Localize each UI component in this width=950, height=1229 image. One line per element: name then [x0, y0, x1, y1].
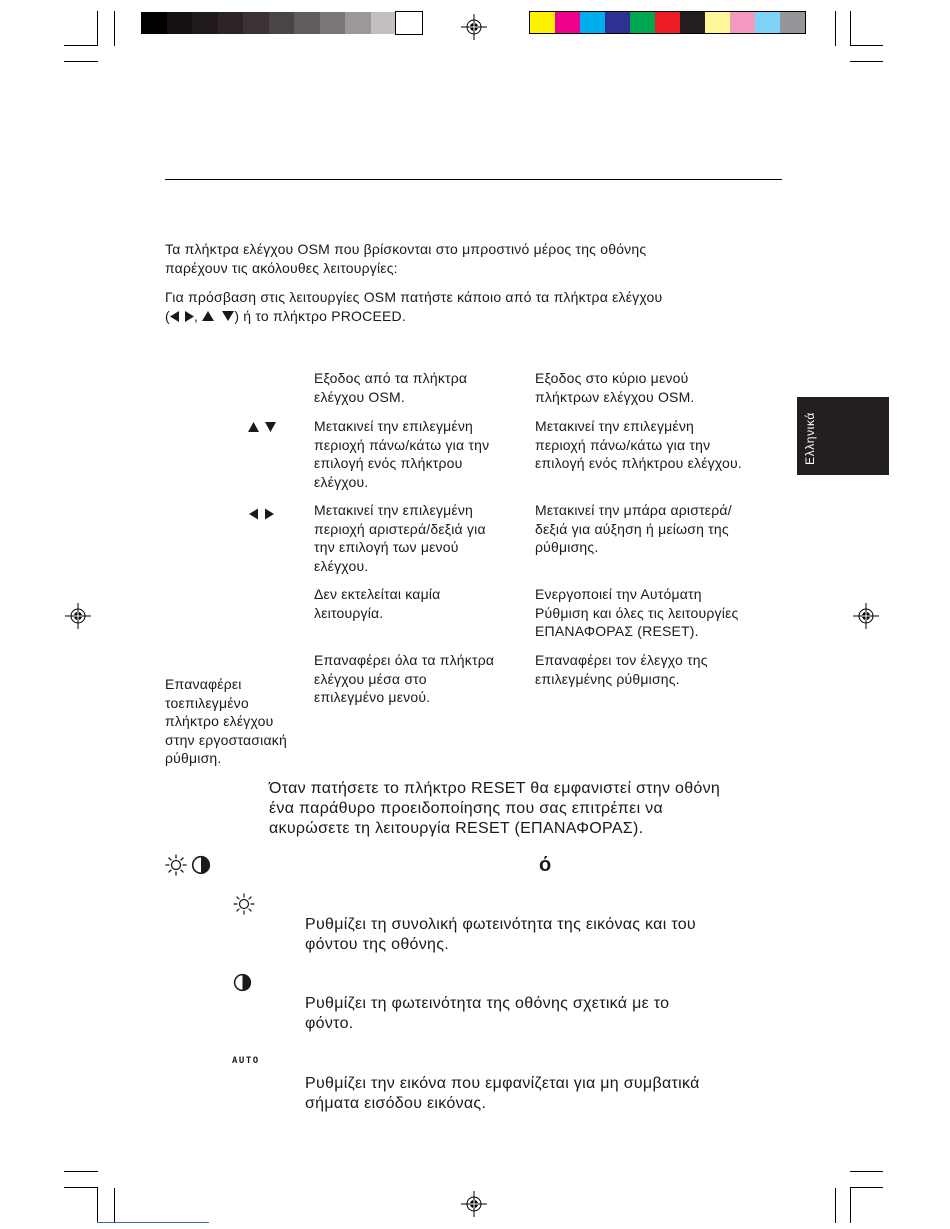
text-line: επιλεγμένο μενού.	[314, 689, 431, 705]
row4-osm-col	[314, 585, 529, 622]
text-line: ελέγχου.	[314, 557, 369, 574]
text-line: ελέγχου.	[314, 473, 369, 490]
row5-menu-col	[535, 651, 790, 688]
row5-key-col	[165, 675, 315, 768]
text-line: Ρυθμίζει την εικόνα που εμφανίζεται για μη συμβατικά	[305, 1075, 700, 1092]
gray-swatch	[141, 12, 167, 34]
intro-p2-suffix: ) ή το πλήκτρο PROCEED.	[234, 307, 406, 324]
text-line: Δεν εκτελείται καμία	[314, 586, 441, 602]
up-down-arrows-icon	[248, 421, 278, 433]
gray-swatch	[294, 12, 320, 34]
text-line: Ενεργοποιεί την Αυτόματη	[535, 586, 702, 602]
gray-swatch	[371, 12, 397, 34]
text-line: ελέγχου μέσα στο	[314, 670, 427, 687]
gray-swatch	[243, 12, 269, 34]
text-line: Μετακινεί την επιλεγμένη	[314, 502, 474, 518]
text-line: φόντο.	[305, 1015, 354, 1032]
text-line: επιλογή ενός πλήκτρου ελέγχου.	[535, 455, 742, 471]
gray-swatch	[345, 12, 371, 34]
gray-swatch	[167, 12, 193, 34]
gray-swatch	[218, 12, 244, 34]
brightness-icon-small	[233, 893, 255, 915]
registration-mark-top	[461, 14, 487, 40]
text-line: Εξοδος από τα πλήκτρα	[314, 370, 468, 386]
text-line: ελέγχου OSM.	[314, 388, 405, 405]
right-arrow-icon	[184, 311, 194, 322]
row3-menu-col	[535, 501, 790, 557]
contrast-icon	[191, 855, 211, 875]
auto-description	[305, 1074, 790, 1114]
text-line: πλήκτρο ελέγχου	[165, 713, 274, 729]
row4-menu-col	[535, 585, 790, 641]
text-line: ρύθμιση.	[165, 750, 222, 766]
text-line: ακυρώσετε τη λειτουργία RESET (ΕΠΑΝΑΦΟΡΑΣ).	[269, 820, 644, 837]
section-heading-fragment: ό	[539, 854, 552, 876]
text-line: Επαναφέρει	[165, 676, 242, 692]
text-line: ρύθμισης.	[535, 539, 599, 555]
brightness-description	[305, 915, 790, 955]
header-rule	[165, 179, 782, 180]
up-arrow-icon	[202, 311, 214, 321]
row5-osm-col	[314, 651, 529, 707]
text-line: φόντου της οθόνης.	[305, 936, 449, 953]
text-line: τοεπιλεγμένο	[165, 694, 249, 711]
left-right-arrows-icon	[248, 508, 276, 520]
gray-swatch	[269, 12, 295, 34]
row1-menu-col	[535, 369, 790, 406]
text-line: Όταν πατήσετε το πλήκτρο RESET θα εμφανιστεί στην οθόνη	[269, 780, 721, 797]
intro-paragraph-1	[165, 240, 785, 277]
registration-mark-bottom	[461, 1191, 487, 1217]
down-arrow-icon	[222, 311, 234, 321]
reset-warning-note	[269, 779, 789, 839]
intro-p2-line2: ( , ) ή το πλήκτρο PROCEED.	[165, 307, 406, 324]
registration-mark-right	[853, 603, 879, 629]
side-tab-label: Ελληνικά	[803, 412, 817, 465]
text-line: περιοχή πάνω/κάτω για την	[314, 436, 490, 453]
row2-osm-col	[314, 417, 529, 491]
registration-mark-left	[65, 603, 91, 629]
row1-osm-col	[314, 369, 529, 406]
text-line: πλήκτρων ελέγχου OSM.	[535, 388, 695, 405]
text-line: Επαναφέρει όλα τα πλήκτρα	[314, 652, 495, 668]
language-side-tab	[797, 397, 889, 475]
gray-swatch	[192, 12, 218, 34]
gray-swatch	[320, 12, 346, 34]
intro-paragraph-2	[165, 288, 785, 325]
text-line: επιλεγμένης ρύθμισης.	[535, 670, 680, 687]
intro-p1-line2: παρέχουν τις ακόλουθες λειτουργίες:	[165, 259, 398, 276]
text-line: Ρύθμιση και όλες τις λειτουργίες	[535, 604, 739, 621]
color-bar-frame	[529, 11, 806, 34]
text-line: Ρυθμίζει τη συνολική φωτεινότητα της εικόνας και του	[305, 916, 696, 933]
text-line: Μετακινεί την μπάρα αριστερά/	[535, 502, 732, 518]
brightness-icon	[165, 854, 187, 876]
gray-swatch	[396, 12, 422, 34]
row3-osm-col	[314, 501, 529, 575]
text-line: ΕΠΑΝΑΦΟΡΑΣ (RESET).	[535, 623, 699, 639]
text-line: Επαναφέρει τον έλεγχο της	[535, 652, 708, 668]
text-line: Ρυθμίζει τη φωτεινότητα της οθόνης σχετικά με το	[305, 995, 670, 1012]
row2-menu-col	[535, 417, 790, 473]
auto-adjust-icon: AUTO	[232, 1056, 260, 1066]
text-line: περιοχή πάνω/κάτω για την	[535, 436, 711, 453]
text-line: επιλογή ενός πλήκτρου	[314, 455, 463, 471]
left-arrow-icon	[170, 311, 180, 322]
text-line: Μετακινεί την επιλεγμένη	[535, 418, 695, 434]
contrast-description	[305, 994, 790, 1034]
text-line: σήματα εισόδου εικόνας.	[305, 1095, 487, 1112]
text-line: Μετακινεί την επιλεγμένη	[314, 418, 474, 434]
text-line: περιοχή αριστερά/δεξιά για	[314, 520, 486, 537]
text-line: δεξιά για αύξηση ή μείωση της	[535, 520, 729, 537]
text-line: ένα παράθυρο προειδοποίησης που σας επιτρέπει να	[269, 800, 664, 817]
text-line: στην εργοστασιακή	[165, 731, 287, 748]
text-line: την επιλογή των μενού	[314, 539, 459, 555]
contrast-icon-small	[233, 973, 252, 992]
intro-p2-line1: Για πρόσβαση στις λειτουργίες OSM πατήστε κάποιο από τα πλήκτρα ελέγχου	[165, 289, 663, 305]
text-line: Εξοδος στο κύριο μενού	[535, 370, 689, 386]
text-line: λειτουργία.	[314, 604, 384, 621]
intro-p1-line1: Τα πλήκτρα ελέγχου OSM που βρίσκονται στο μπροστινό μέρος της οθόνης	[165, 241, 647, 257]
